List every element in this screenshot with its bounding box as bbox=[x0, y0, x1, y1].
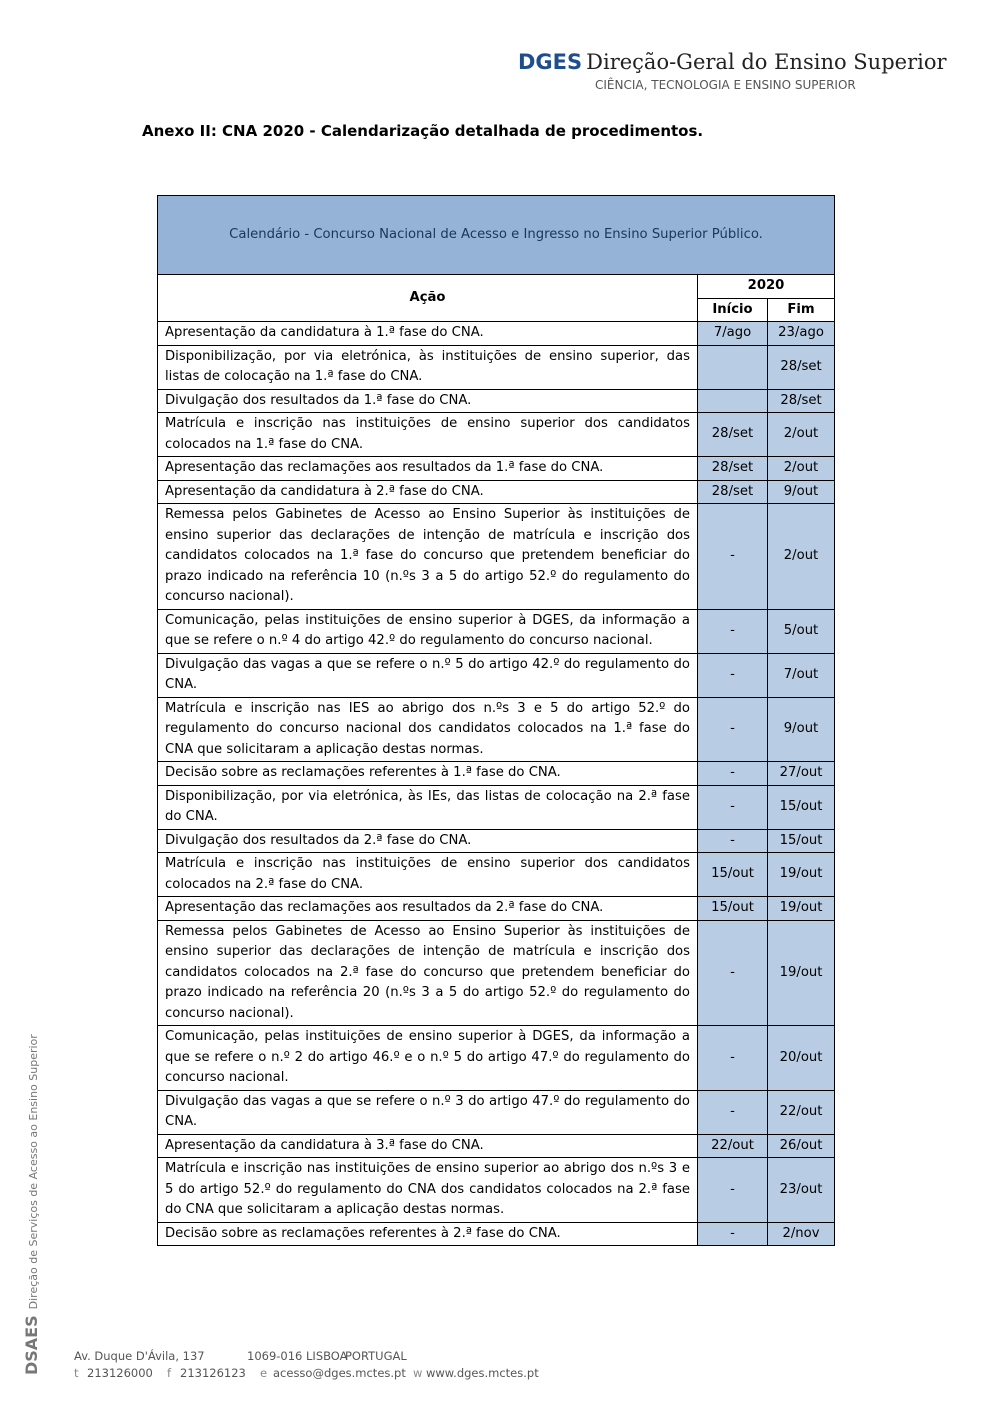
row-end-date: 23/ago bbox=[768, 322, 835, 346]
row-start-date: - bbox=[698, 697, 768, 762]
row-action: Remessa pelos Gabinetes de Acesso ao Ensino Superior às instituições de ensino superior das declarações de intenção de matrícula e inscrição dos candidatos colocados na 1.ª fase do concurso que pretendem beneficiar do prazo indicado na referência 10 (n.ºs 3 a 5 do artigo 52.º do regulamento do concurso nacional). bbox=[158, 504, 698, 610]
row-end-date: 28/set bbox=[768, 389, 835, 413]
table-row bbox=[158, 480, 835, 504]
row-end-date: 2/out bbox=[768, 504, 835, 610]
row-end-date: 26/out bbox=[768, 1134, 835, 1158]
footer-address: Av. Duque D'Ávila, 137 bbox=[74, 1349, 205, 1363]
row-end-date: 28/set bbox=[768, 345, 835, 389]
fax-key: f bbox=[167, 1366, 172, 1380]
row-action: Apresentação da candidatura à 2.ª fase do CNA. bbox=[158, 480, 698, 504]
row-action: Apresentação da candidatura à 1.ª fase do CNA. bbox=[158, 322, 698, 346]
row-end-date: 5/out bbox=[768, 609, 835, 653]
footer-email[interactable]: acesso@dges.mctes.pt bbox=[273, 1366, 406, 1380]
row-start-date: - bbox=[698, 504, 768, 610]
column-header-start: Início bbox=[698, 298, 768, 322]
table-row bbox=[158, 1134, 835, 1158]
column-header-action: Ação bbox=[158, 275, 698, 322]
row-action: Divulgação das vagas a que se refere o n.º 5 do artigo 42.º do regulamento do CNA. bbox=[158, 653, 698, 697]
table-row bbox=[158, 322, 835, 346]
phone-key: t bbox=[74, 1366, 79, 1380]
row-end-date: 2/nov bbox=[768, 1222, 835, 1246]
sidebar-text: Direção de Serviços de Acesso ao Ensino Superior bbox=[27, 1034, 40, 1310]
footer-website[interactable]: www.dges.mctes.pt bbox=[426, 1366, 539, 1380]
table-row bbox=[158, 829, 835, 853]
footer-address-line bbox=[74, 1348, 539, 1365]
row-action: Comunicação, pelas instituições de ensino superior à DGES, da informação a que se refere o n.º 2 do artigo 46.º e o n.º 5 do artigo 47.º do regulamento do concurso nacional. bbox=[158, 1026, 698, 1091]
row-end-date: 2/out bbox=[768, 457, 835, 481]
table-row bbox=[158, 457, 835, 481]
row-start-date: 28/set bbox=[698, 480, 768, 504]
column-header-year: 2020 bbox=[698, 275, 835, 299]
row-start-date: - bbox=[698, 609, 768, 653]
table-row bbox=[158, 653, 835, 697]
email-key: e bbox=[260, 1366, 268, 1380]
calendar-table bbox=[157, 195, 835, 1246]
logo-name: Direção-Geral do Ensino Superior bbox=[586, 50, 947, 74]
row-action: Disponibilização, por via eletrónica, às instituições de ensino superior, das listas de colocação na 1.ª fase do CNA. bbox=[158, 345, 698, 389]
row-start-date: - bbox=[698, 785, 768, 829]
row-action: Divulgação dos resultados da 1.ª fase do CNA. bbox=[158, 389, 698, 413]
row-start-date: - bbox=[698, 1090, 768, 1134]
row-end-date: 9/out bbox=[768, 697, 835, 762]
row-start-date: - bbox=[698, 762, 768, 786]
dges-logo bbox=[518, 50, 947, 92]
table-row bbox=[158, 1158, 835, 1223]
row-end-date: 22/out bbox=[768, 1090, 835, 1134]
row-action: Matrícula e inscrição nas instituições de ensino superior dos candidatos colocados na 2.ª fase do CNA. bbox=[158, 853, 698, 897]
table-row bbox=[158, 920, 835, 1026]
row-start-date: 28/set bbox=[698, 457, 768, 481]
table-row bbox=[158, 1090, 835, 1134]
row-start-date bbox=[698, 345, 768, 389]
logo-abbreviation: DGES bbox=[518, 50, 583, 74]
row-action: Decisão sobre as reclamações referentes à 1.ª fase do CNA. bbox=[158, 762, 698, 786]
footer bbox=[74, 1348, 539, 1382]
row-start-date: - bbox=[698, 1222, 768, 1246]
row-action: Disponibilização, por via eletrónica, às IEs, das listas de colocação na 2.ª fase do CNA. bbox=[158, 785, 698, 829]
table-row bbox=[158, 389, 835, 413]
row-start-date: - bbox=[698, 829, 768, 853]
row-start-date: 7/ago bbox=[698, 322, 768, 346]
table-row bbox=[158, 504, 835, 610]
row-start-date: 15/out bbox=[698, 853, 768, 897]
row-end-date: 19/out bbox=[768, 897, 835, 921]
table-caption: Calendário - Concurso Nacional de Acesso e Ingresso no Ensino Superior Público. bbox=[158, 196, 835, 275]
row-action: Apresentação da candidatura à 3.ª fase do CNA. bbox=[158, 1134, 698, 1158]
row-action: Matrícula e inscrição nas instituições de ensino superior ao abrigo dos n.ºs 3 e 5 do artigo 52.º do regulamento do CNA dos candidatos colocados na 2.ª fase do CNA que solicitaram a aplicação destas normas. bbox=[158, 1158, 698, 1223]
row-start-date: - bbox=[698, 920, 768, 1026]
sidebar-abbreviation: DSAES bbox=[22, 1315, 41, 1375]
row-end-date: 19/out bbox=[768, 853, 835, 897]
row-action: Matrícula e inscrição nas IES ao abrigo dos n.ºs 3 e 5 do artigo 52.º do regulamento do concurso nacional dos candidatos colocados na 1.ª fase do CNA que solicitaram a aplicação destas normas. bbox=[158, 697, 698, 762]
table-row bbox=[158, 1026, 835, 1091]
row-end-date: 20/out bbox=[768, 1026, 835, 1091]
footer-country: PORTUGAL bbox=[345, 1349, 407, 1363]
table-row bbox=[158, 762, 835, 786]
column-header-end: Fim bbox=[768, 298, 835, 322]
footer-fax: 213126123 bbox=[180, 1366, 246, 1380]
table-row bbox=[158, 609, 835, 653]
row-start-date: - bbox=[698, 1026, 768, 1091]
table-row bbox=[158, 697, 835, 762]
row-start-date: 22/out bbox=[698, 1134, 768, 1158]
row-start-date: 15/out bbox=[698, 897, 768, 921]
row-start-date: - bbox=[698, 1158, 768, 1223]
row-action: Divulgação das vagas a que se refere o n.º 3 do artigo 47.º do regulamento do CNA. bbox=[158, 1090, 698, 1134]
row-end-date: 19/out bbox=[768, 920, 835, 1026]
row-start-date bbox=[698, 389, 768, 413]
row-start-date: - bbox=[698, 653, 768, 697]
row-start-date: 28/set bbox=[698, 413, 768, 457]
footer-phone: 213126000 bbox=[87, 1366, 153, 1380]
row-action: Apresentação das reclamações aos resultados da 2.ª fase do CNA. bbox=[158, 897, 698, 921]
row-action: Apresentação das reclamações aos resultados da 1.ª fase do CNA. bbox=[158, 457, 698, 481]
table-row bbox=[158, 853, 835, 897]
footer-contact-line bbox=[74, 1365, 539, 1382]
table-row bbox=[158, 897, 835, 921]
table-row bbox=[158, 785, 835, 829]
row-end-date: 27/out bbox=[768, 762, 835, 786]
row-end-date: 15/out bbox=[768, 829, 835, 853]
row-action: Matrícula e inscrição nas instituições de ensino superior dos candidatos colocados na 1.ª fase do CNA. bbox=[158, 413, 698, 457]
row-end-date: 9/out bbox=[768, 480, 835, 504]
row-action: Remessa pelos Gabinetes de Acesso ao Ensino Superior às instituições de ensino superior das declarações de intenção de matrícula e inscrição dos candidatos colocados na 2.ª fase do concurso que pretendem beneficiar do prazo indicado na referência 20 (n.ºs 3 a 5 do artigo 52.º do regulamento do concurso nacional). bbox=[158, 920, 698, 1026]
row-action: Decisão sobre as reclamações referentes à 2.ª fase do CNA. bbox=[158, 1222, 698, 1246]
row-end-date: 2/out bbox=[768, 413, 835, 457]
page-title: Anexo II: CNA 2020 - Calendarização detalhada de procedimentos. bbox=[142, 122, 704, 140]
row-end-date: 7/out bbox=[768, 653, 835, 697]
table-row bbox=[158, 345, 835, 389]
row-action: Divulgação dos resultados da 2.ª fase do CNA. bbox=[158, 829, 698, 853]
web-key: w bbox=[413, 1366, 423, 1380]
footer-postal: 1069-016 LISBOA bbox=[247, 1349, 348, 1363]
row-end-date: 23/out bbox=[768, 1158, 835, 1223]
sidebar-vertical-label bbox=[22, 1034, 41, 1375]
row-action: Comunicação, pelas instituições de ensino superior à DGES, da informação a que se refere o n.º 4 do artigo 42.º do regulamento do concurso nacional. bbox=[158, 609, 698, 653]
row-end-date: 15/out bbox=[768, 785, 835, 829]
table-row bbox=[158, 413, 835, 457]
table-row bbox=[158, 1222, 835, 1246]
table-body bbox=[158, 322, 835, 1246]
logo-subtitle: CIÊNCIA, TECNOLOGIA E ENSINO SUPERIOR bbox=[595, 78, 856, 92]
